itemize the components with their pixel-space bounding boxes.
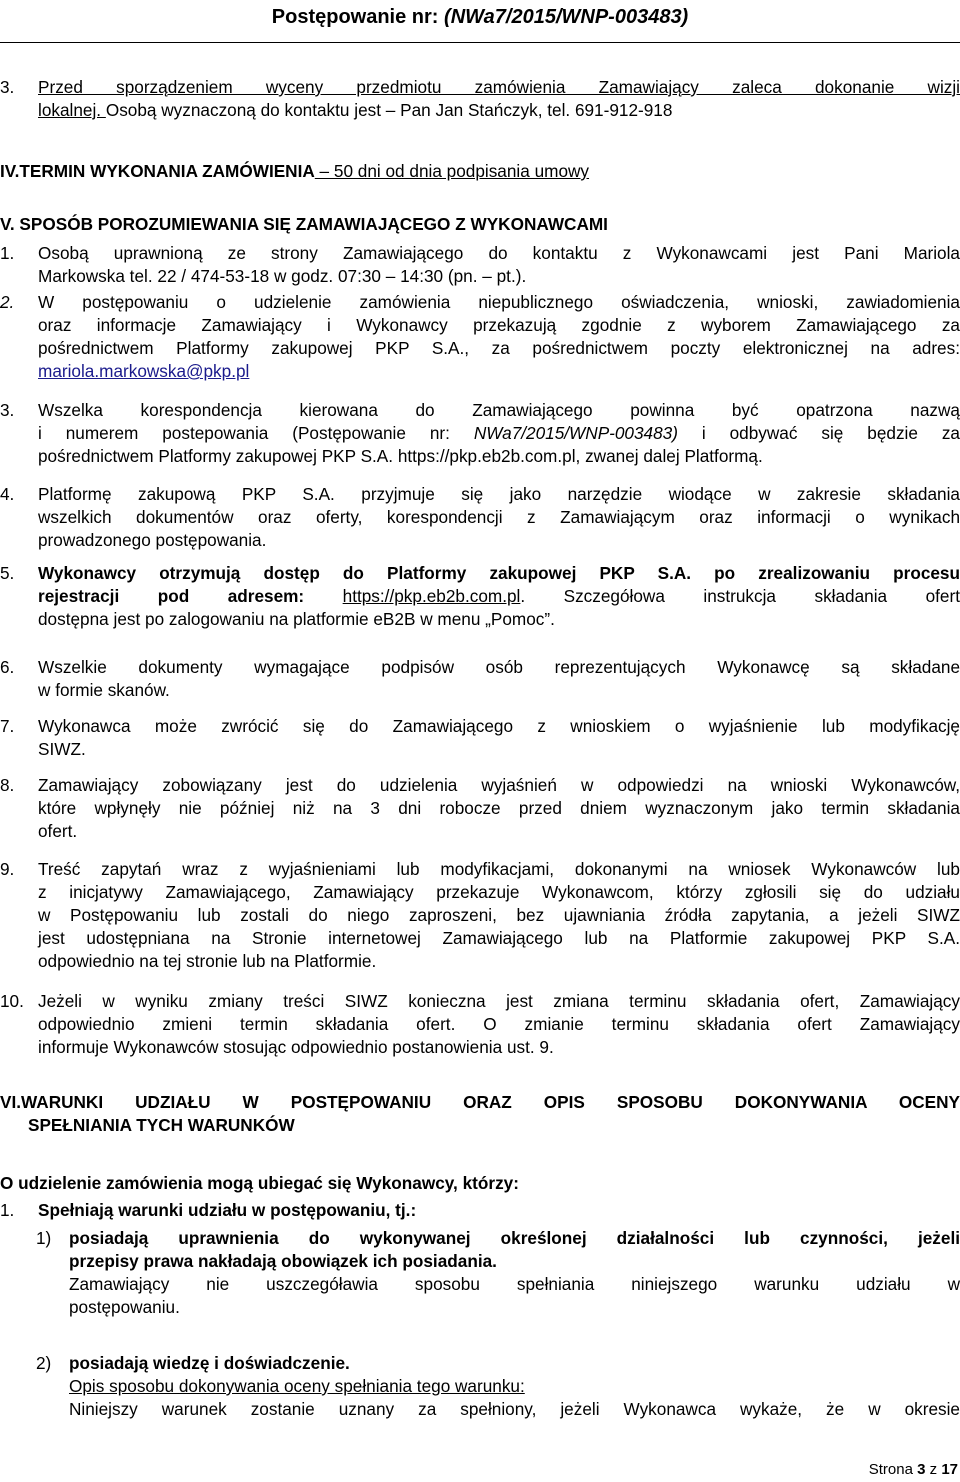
item-text-line: Markowska tel. 22 / 474-53-18 w godz. 07:30 – 14:30 (pn. – pt.).	[38, 266, 527, 286]
section-iv-term: – 50 dni od dnia podpisania umowy	[314, 161, 590, 181]
item-text-line: posiadają uprawnienia do wykonywanej określonej działalności lub czynności, jeżeli	[69, 1228, 960, 1248]
item-text-line: Treść zapytań wraz z wyjaśnieniami lub modyfikacjami, dokonanymi na wniosek Wykonawców lub	[38, 859, 960, 879]
item-text-line: które wpłynęły nie później niż na 3 dni robocze przed dniem wyznaczonym jako termin składania	[38, 798, 960, 818]
item-number: 10.	[0, 991, 24, 1011]
item-number: 3.	[0, 77, 15, 97]
item-number: 4.	[0, 484, 15, 504]
item-text-line: Jeżeli w wyniku zmiany treści SIWZ konieczna jest zmiana terminu składania ofert, Zamawiający	[38, 991, 960, 1011]
item-text-line: SIWZ.	[38, 739, 86, 759]
page-header	[0, 4, 960, 30]
item-text-line: Wykonawcy otrzymują dostęp do Platformy zakupowej PKP S.A. po zrealizowaniu procesu	[38, 563, 960, 583]
item-number: 7.	[0, 716, 15, 736]
item-text-line: Niniejszy warunek zostanie uznany za spełniony, jeżeli Wykonawca wykaże, że w okresie	[69, 1399, 960, 1419]
total-pages: 17	[941, 1461, 958, 1478]
platform-link[interactable]: https://pkp.eb2b.com.pl	[342, 586, 521, 606]
item-text-line: i numerem postepowania (Postępowanie nr:	[38, 423, 474, 443]
item-text-line: lokalnej.	[38, 100, 106, 120]
item-text-line: Wszelka korespondencja kierowana do Zamawiającego powinna być opatrzona nazwą	[38, 400, 960, 420]
item-number: 3.	[0, 400, 15, 420]
item-number: 5.	[0, 563, 15, 583]
item-text-line: Opis sposobu dokonywania oceny spełniania tego warunku:	[69, 1376, 525, 1396]
page-of: z	[929, 1461, 938, 1478]
item-text-line: ofert.	[38, 821, 78, 841]
item-text-line: dostępna jest po zalogowaniu na platformie eB2B w menu „Pomoc”.	[38, 609, 555, 629]
procedure-id: NWa7/2015/WNP-003483)	[473, 423, 678, 443]
item-text-line: pośrednictwem Platformy zakupowej PKP S.A. https://pkp.eb2b.com.pl, zwanej dalej Platformą.	[38, 446, 763, 466]
item-text-line: Platformę zakupową PKP S.A. przyjmuje się jako narzędzie wiodące w zakresie składania	[38, 484, 960, 504]
item-text-line: Osobą wyznaczoną do kontaktu jest – Pan Jan Stańczyk, tel. 691-912-918	[105, 100, 673, 120]
item-number: 2)	[36, 1353, 52, 1373]
section-vi-title-line: SPEŁNIANIA TYCH WARUNKÓW	[28, 1115, 295, 1135]
item-number: 9.	[0, 859, 15, 879]
item-text-line: prowadzonego postępowania.	[38, 530, 267, 550]
item-text-line: w Postępowaniu lub zostali do niego zaproszeni, bez ujawniania źródła zapytania, a jeżeli SIWZ	[38, 905, 960, 925]
item-text-line: Zamawiający nie uszczegóławia sposobu spełniania niniejszego warunku udziału w	[69, 1274, 960, 1294]
item-number: 6.	[0, 657, 15, 677]
item-text-line: Osobą uprawnioną ze strony Zamawiającego do kontaktu z Wykonawcami jest Pani Mariola	[38, 243, 960, 263]
item-text-line: przepisy prawa nakładają obowiązek ich posiadania.	[69, 1251, 497, 1271]
item-text-line: i odbywać się będzie za	[677, 423, 960, 443]
item-text-line: jest udostępniana na Stronie internetowej Zamawiającego lub na Platformie zakupowej PKP S.A.	[38, 928, 960, 948]
item-text-line: Zamawiający zobowiązany jest do udzielenia wyjaśnień w odpowiedzi na wnioski Wykonawców,	[38, 775, 960, 795]
item-number: 2.	[0, 292, 15, 312]
item-text-line: rejestracji pod adresem:	[38, 586, 305, 606]
item-text-line: . Szczegółowa instrukcja składania ofert	[520, 586, 960, 606]
item-text-line: pośrednictwem Platformy zakupowej PKP S.A., za pośrednictwem poczty elektronicznej na adres:	[38, 338, 960, 358]
page-label: Strona	[868, 1461, 913, 1478]
item-text-line: oraz informacje Zamawiający i Wykonawcy przekazują zgodnie z wyborem Zamawiającego za	[38, 315, 960, 335]
item-text-line: informuje Wykonawców stosując odpowiednio postanowienia ust. 9.	[38, 1037, 554, 1057]
item-number: 8.	[0, 775, 15, 795]
item-number: 1.	[0, 1200, 15, 1220]
item-text-line: Wszelkie dokumenty wymagające podpisów osób reprezentujących Wykonawcę są składane	[38, 657, 960, 677]
item-text-line: odpowiednio zmieni termin składania ofert. O zmianie terminu składania ofert Zamawiający	[38, 1014, 960, 1034]
section-vi-heading	[0, 1091, 960, 1137]
header-divider	[0, 42, 960, 43]
item-text-line: odpowiednio na tej stronie lub na Platformie.	[38, 951, 377, 971]
item-text-line: Spełniają warunki udziału w postępowaniu, tj.:	[38, 1200, 417, 1220]
header-prefix: Postępowanie nr:	[271, 6, 439, 28]
item-text-line: z inicjatywy Zamawiającego, Zamawiający przekazuje Wykonawcom, którzy zgłosili się do udziału	[38, 882, 960, 902]
item-text-line: w formie skanów.	[38, 680, 170, 700]
item-text-line: postępowaniu.	[69, 1297, 180, 1317]
item-text-line: W postępowaniu o udzielenie zamówienia niepublicznego oświadczenia, wnioski, zawiadomienia	[38, 292, 960, 312]
section-vi-intro: O udzielenie zamówienia mogą ubiegać się Wykonawcy, którzy:	[0, 1173, 519, 1193]
item-text-line: wszelkich dokumentów oraz oferty, korespondencji z Zamawiającym oraz informacji o wynikach	[38, 507, 960, 527]
item-text-line: Przed sporządzeniem wyceny przedmiotu zamówienia Zamawiający zaleca dokonanie wizji	[38, 77, 960, 97]
item-text-line: posiadają wiedzę i doświadczenie.	[69, 1353, 350, 1373]
item-text-line: Wykonawca może zwrócić się do Zamawiającego z wnioskiem o wyjaśnienie lub modyfikację	[38, 716, 960, 736]
page-number	[869, 1458, 958, 1481]
item-number: 1)	[36, 1228, 52, 1248]
section-iv-heading	[0, 160, 589, 183]
item-number: 1.	[0, 243, 15, 263]
email-link[interactable]: mariola.markowska@pkp.pl	[38, 361, 250, 381]
section-vi-title-line: VI.WARUNKI UDZIAŁU W POSTĘPOWANIU ORAZ OPIS SPOSOBU DOKONYWANIA OCENY	[0, 1092, 960, 1112]
section-v-heading: V. SPOSÓB POROZUMIEWANIA SIĘ ZAMAWIAJĄCEGO Z WYKONAWCAMI	[0, 214, 608, 234]
current-page: 3	[917, 1461, 926, 1478]
header-procedure-id: (NWa7/2015/WNP-003483)	[444, 6, 689, 28]
section-iv-label: IV.TERMIN WYKONANIA ZAMÓWIENIA	[0, 161, 315, 181]
